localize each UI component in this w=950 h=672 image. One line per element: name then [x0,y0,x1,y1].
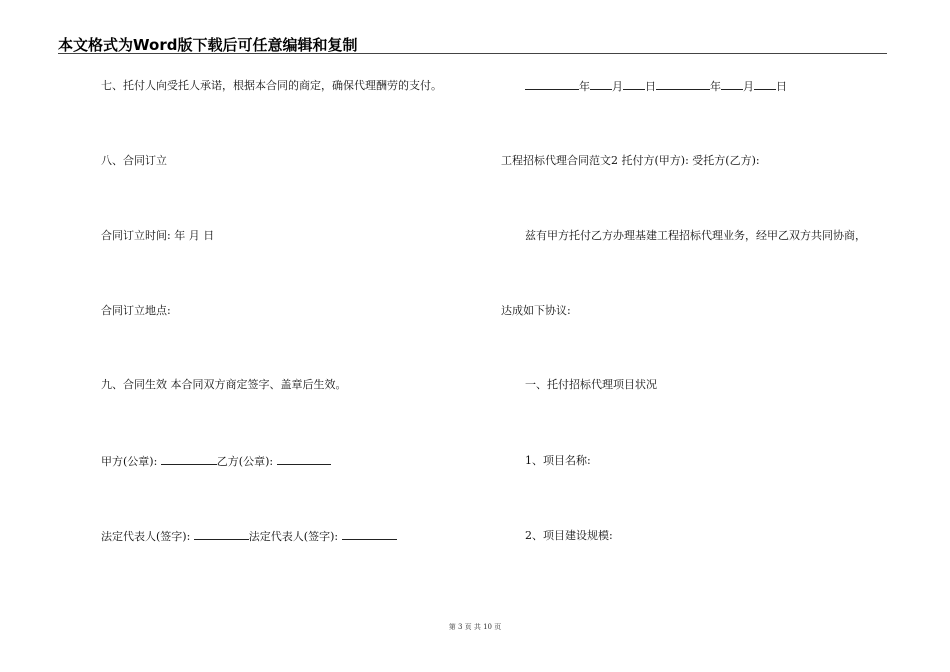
header-divider [58,53,887,54]
date-day-label-1: 日 [645,80,656,93]
left-signing-date: 合同订立时间: 年 月 日 [101,229,215,242]
left-seal-line [101,454,331,469]
date-year-label-2: 年 [710,80,721,93]
party-b-seal-blank [277,454,331,465]
date-blank-month-1 [590,79,612,90]
right-section-1-heading: 一、托付招标代理项目状况 [525,378,657,391]
party-b-representative-label: 法定代表人(签字): [248,530,342,543]
party-b-seal-label: 乙方(公章): [216,455,277,468]
right-preamble: 兹有甲方托付乙方办理基建工程招标代理业务，经甲乙双方共同协商， [525,229,866,242]
date-year-label-1: 年 [579,80,590,93]
party-b-representative-blank [342,529,397,540]
right-agreement-intro: 达成如下协议: [501,304,571,317]
right-project-name: 1、项目名称: [525,454,591,467]
date-blank-day-1 [623,79,645,90]
date-blank-year-2 [656,79,710,90]
right-project-scale: 2、项目建设规模: [525,529,613,542]
left-representative-line [101,529,397,544]
date-month-label-1: 月 [612,80,623,93]
right-date-line [525,79,787,94]
date-blank-day-2 [754,79,776,90]
document-header-title: 本文格式为Word版下载后可任意编辑和复制 [58,36,358,54]
party-a-representative-blank [194,529,249,540]
party-a-seal-blank [161,454,217,465]
right-contract-title-parties: 工程招标代理合同范文2 托付方(甲方): 受托方(乙方): [501,154,760,167]
left-signing-place: 合同订立地点: [101,304,171,317]
party-a-representative-label: 法定代表人(签字): [101,530,194,543]
date-day-label-2: 日 [776,80,787,93]
date-blank-month-2 [721,79,743,90]
left-clause-7: 七、托付人向受托人承诺，根据本合同的商定，确保代理酬劳的支付。 [101,79,442,92]
date-month-label-2: 月 [743,80,754,93]
party-a-seal-label: 甲方(公章): [101,455,161,468]
left-section-8-heading: 八、合同订立 [101,154,167,167]
date-blank-year-1 [525,79,579,90]
left-clause-9: 九、合同生效 本合同双方商定签字、盖章后生效。 [101,378,347,391]
page-number: 第 3 页 共 10 页 [448,623,502,631]
